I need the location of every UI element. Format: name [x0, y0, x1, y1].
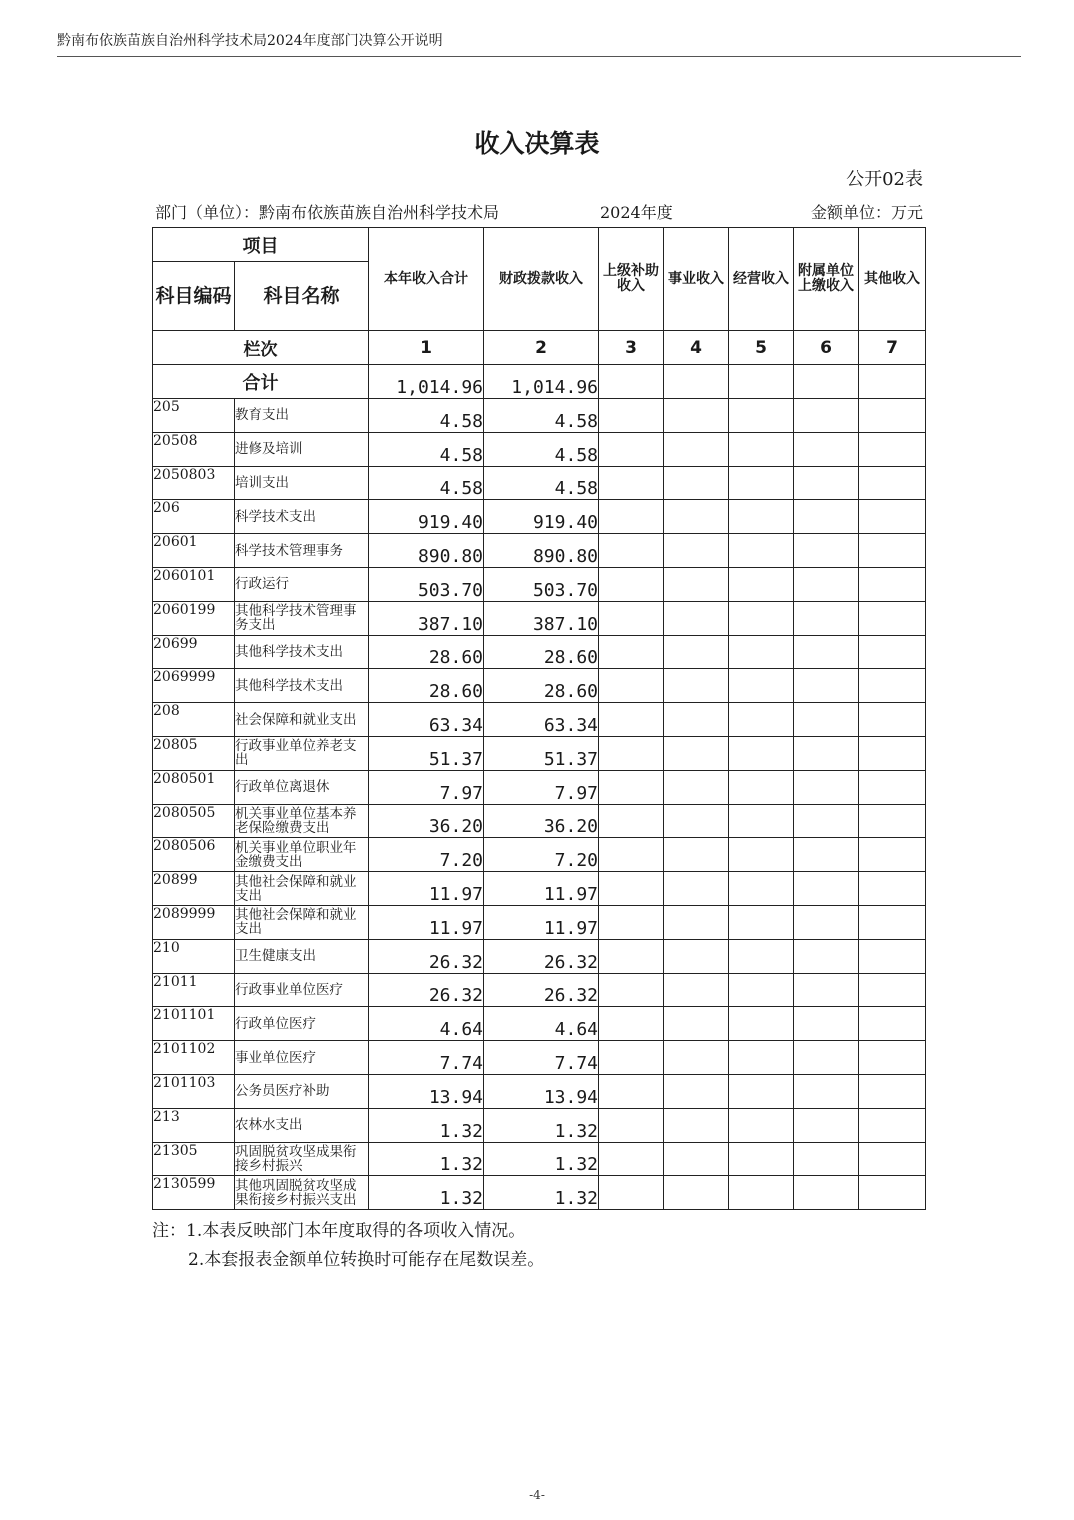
- fiscal-allocation-value: 890.80: [484, 534, 599, 568]
- empty-cell: [794, 365, 859, 399]
- table-row: [153, 1074, 926, 1108]
- empty-cell: [729, 567, 794, 601]
- subject-name: 其他社会保障和就业支出: [235, 872, 369, 906]
- empty-cell: [859, 399, 926, 433]
- empty-cell: [599, 1007, 664, 1041]
- total-income-value: 4.64: [369, 1007, 484, 1041]
- total-income-value: 7.20: [369, 838, 484, 872]
- column-number: 1: [369, 331, 484, 365]
- empty-cell: [859, 432, 926, 466]
- subject-code: 21305: [153, 1142, 235, 1176]
- subject-name: 行政单位离退休: [235, 770, 369, 804]
- empty-cell: [794, 1142, 859, 1176]
- empty-cell: [599, 939, 664, 973]
- fiscal-allocation-value: 7.97: [484, 770, 599, 804]
- total-income-value: 26.32: [369, 973, 484, 1007]
- empty-cell: [729, 669, 794, 703]
- empty-cell: [664, 905, 729, 939]
- empty-cell: [729, 466, 794, 500]
- empty-cell: [599, 838, 664, 872]
- fiscal-allocation-value: 11.97: [484, 905, 599, 939]
- subject-name: 进修及培训: [235, 432, 369, 466]
- empty-cell: [794, 601, 859, 635]
- subject-name: 卫生健康支出: [235, 939, 369, 973]
- subject-code: 2069999: [153, 669, 235, 703]
- subject-code: 2089999: [153, 905, 235, 939]
- empty-cell: [794, 872, 859, 906]
- subject-name: 巩固脱贫攻坚成果衔接乡村振兴: [235, 1142, 369, 1176]
- empty-cell: [729, 1176, 794, 1210]
- header-subject-code: 科目编码: [153, 262, 235, 331]
- subject-name: 行政事业单位医疗: [235, 973, 369, 1007]
- total-income-value: 63.34: [369, 703, 484, 737]
- empty-cell: [859, 1007, 926, 1041]
- table-number: 公开02表: [846, 169, 923, 190]
- fiscal-allocation-value: 919.40: [484, 500, 599, 534]
- subject-code: 2060199: [153, 601, 235, 635]
- empty-cell: [664, 669, 729, 703]
- table-row: [153, 669, 926, 703]
- empty-cell: [599, 635, 664, 669]
- empty-cell: [859, 500, 926, 534]
- empty-cell: [729, 399, 794, 433]
- subject-code: 20601: [153, 534, 235, 568]
- empty-cell: [859, 770, 926, 804]
- empty-cell: [859, 365, 926, 399]
- subject-code: 205: [153, 399, 235, 433]
- total-income-value: 13.94: [369, 1074, 484, 1108]
- total-income-value: 387.10: [369, 601, 484, 635]
- column-number: 6: [794, 331, 859, 365]
- empty-cell: [599, 500, 664, 534]
- total-value: 1,014.96: [484, 365, 599, 399]
- header-project: 项目: [153, 228, 369, 262]
- subject-name: 其他科学技术管理事务支出: [235, 601, 369, 635]
- total-income-value: 7.74: [369, 1041, 484, 1075]
- subject-name: 社会保障和就业支出: [235, 703, 369, 737]
- empty-cell: [729, 973, 794, 1007]
- empty-cell: [599, 1142, 664, 1176]
- empty-cell: [859, 905, 926, 939]
- subject-code: 2101102: [153, 1041, 235, 1075]
- empty-cell: [859, 466, 926, 500]
- table-row: [153, 500, 926, 534]
- table-row: [153, 534, 926, 568]
- empty-cell: [859, 1074, 926, 1108]
- table-row: [153, 1108, 926, 1142]
- empty-cell: [794, 399, 859, 433]
- empty-cell: [664, 567, 729, 601]
- empty-cell: [729, 635, 794, 669]
- subject-name: 其他科学技术支出: [235, 669, 369, 703]
- table-row: [153, 838, 926, 872]
- empty-cell: [859, 669, 926, 703]
- subject-code: 20699: [153, 635, 235, 669]
- empty-cell: [664, 736, 729, 770]
- empty-cell: [859, 1176, 926, 1210]
- empty-cell: [729, 534, 794, 568]
- table-row: [153, 601, 926, 635]
- empty-cell: [664, 601, 729, 635]
- empty-cell: [599, 736, 664, 770]
- table-row: [153, 770, 926, 804]
- fiscal-allocation-value: 26.32: [484, 973, 599, 1007]
- fiscal-allocation-value: 63.34: [484, 703, 599, 737]
- empty-cell: [664, 534, 729, 568]
- empty-cell: [729, 1142, 794, 1176]
- subject-code: 2080501: [153, 770, 235, 804]
- table-row: [153, 703, 926, 737]
- table-row: [153, 736, 926, 770]
- fiscal-allocation-value: 4.58: [484, 432, 599, 466]
- subject-code: 206: [153, 500, 235, 534]
- empty-cell: [859, 703, 926, 737]
- column-number: 2: [484, 331, 599, 365]
- empty-cell: [794, 432, 859, 466]
- empty-cell: [729, 1041, 794, 1075]
- table-row: [153, 1142, 926, 1176]
- table-row: [153, 905, 926, 939]
- total-row: [153, 365, 926, 399]
- empty-cell: [794, 500, 859, 534]
- total-income-value: 4.58: [369, 399, 484, 433]
- fiscal-allocation-value: 4.64: [484, 1007, 599, 1041]
- subject-name: 机关事业单位基本养老保险缴费支出: [235, 804, 369, 838]
- empty-cell: [664, 432, 729, 466]
- empty-cell: [859, 534, 926, 568]
- col-header-total-income: 本年收入合计: [369, 228, 484, 331]
- empty-cell: [794, 838, 859, 872]
- subject-name: 行政单位医疗: [235, 1007, 369, 1041]
- empty-cell: [664, 1041, 729, 1075]
- subject-name: 行政事业单位养老支出: [235, 736, 369, 770]
- col-header-affiliated-income: 附属单位上缴收入: [794, 228, 859, 331]
- total-income-value: 7.97: [369, 770, 484, 804]
- subject-name: 科学技术管理事务: [235, 534, 369, 568]
- fiscal-allocation-value: 503.70: [484, 567, 599, 601]
- total-income-value: 1.32: [369, 1108, 484, 1142]
- column-number-label: 栏次: [153, 331, 369, 365]
- total-income-value: 890.80: [369, 534, 484, 568]
- subject-name: 农林水支出: [235, 1108, 369, 1142]
- subject-code: 2080505: [153, 804, 235, 838]
- empty-cell: [859, 1041, 926, 1075]
- empty-cell: [794, 1007, 859, 1041]
- page-title: 收入决算表: [474, 129, 600, 158]
- fiscal-allocation-value: 387.10: [484, 601, 599, 635]
- empty-cell: [664, 635, 729, 669]
- table-row: [153, 804, 926, 838]
- empty-cell: [729, 601, 794, 635]
- empty-cell: [794, 635, 859, 669]
- subject-code: 20805: [153, 736, 235, 770]
- fiscal-year: 2024年度: [600, 203, 673, 222]
- empty-cell: [599, 1108, 664, 1142]
- subject-name: 其他社会保障和就业支出: [235, 905, 369, 939]
- empty-cell: [599, 905, 664, 939]
- empty-cell: [664, 939, 729, 973]
- empty-cell: [729, 500, 794, 534]
- empty-cell: [664, 804, 729, 838]
- note-1: 注：1.本表反映部门本年度取得的各项收入情况。: [152, 1221, 526, 1241]
- fiscal-allocation-value: 4.58: [484, 466, 599, 500]
- empty-cell: [794, 770, 859, 804]
- subject-code: 21011: [153, 973, 235, 1007]
- subject-name: 教育支出: [235, 399, 369, 433]
- subject-name: 公务员医疗补助: [235, 1074, 369, 1108]
- empty-cell: [599, 567, 664, 601]
- empty-cell: [729, 838, 794, 872]
- running-header: 黔南布依族苗族自治州科学技术局2024年度部门决算公开说明: [57, 30, 1021, 57]
- empty-cell: [859, 736, 926, 770]
- empty-cell: [664, 1074, 729, 1108]
- subject-code: 2050803: [153, 466, 235, 500]
- column-number: 7: [859, 331, 926, 365]
- table-row: [153, 635, 926, 669]
- empty-cell: [859, 838, 926, 872]
- empty-cell: [599, 365, 664, 399]
- empty-cell: [599, 601, 664, 635]
- empty-cell: [794, 534, 859, 568]
- empty-cell: [599, 1176, 664, 1210]
- fiscal-allocation-value: 11.97: [484, 872, 599, 906]
- empty-cell: [794, 669, 859, 703]
- col-header-fiscal-allocation: 财政拨款收入: [484, 228, 599, 331]
- table-row: [153, 939, 926, 973]
- empty-cell: [794, 567, 859, 601]
- table-row: [153, 1176, 926, 1210]
- subject-code: 213: [153, 1108, 235, 1142]
- empty-cell: [599, 872, 664, 906]
- subject-name: 其他科学技术支出: [235, 635, 369, 669]
- empty-cell: [859, 635, 926, 669]
- total-income-value: 4.58: [369, 466, 484, 500]
- empty-cell: [664, 466, 729, 500]
- empty-cell: [729, 804, 794, 838]
- subject-code: 2080506: [153, 838, 235, 872]
- empty-cell: [599, 1041, 664, 1075]
- empty-cell: [599, 466, 664, 500]
- empty-cell: [599, 1074, 664, 1108]
- total-income-value: 919.40: [369, 500, 484, 534]
- fiscal-allocation-value: 1.32: [484, 1108, 599, 1142]
- empty-cell: [664, 1176, 729, 1210]
- empty-cell: [794, 804, 859, 838]
- empty-cell: [664, 872, 729, 906]
- table-row: [153, 432, 926, 466]
- fiscal-allocation-value: 4.58: [484, 399, 599, 433]
- fiscal-allocation-value: 28.60: [484, 669, 599, 703]
- empty-cell: [599, 432, 664, 466]
- fiscal-allocation-value: 51.37: [484, 736, 599, 770]
- empty-cell: [729, 432, 794, 466]
- empty-cell: [599, 770, 664, 804]
- empty-cell: [599, 703, 664, 737]
- total-income-value: 503.70: [369, 567, 484, 601]
- total-label: 合计: [153, 365, 369, 399]
- empty-cell: [859, 973, 926, 1007]
- empty-cell: [599, 669, 664, 703]
- table-row: [153, 1007, 926, 1041]
- subject-code: 2060101: [153, 567, 235, 601]
- subject-code: 2130599: [153, 1176, 235, 1210]
- fiscal-allocation-value: 7.74: [484, 1041, 599, 1075]
- empty-cell: [664, 500, 729, 534]
- subject-name: 事业单位医疗: [235, 1041, 369, 1075]
- empty-cell: [729, 703, 794, 737]
- empty-cell: [599, 534, 664, 568]
- empty-cell: [664, 1007, 729, 1041]
- empty-cell: [664, 703, 729, 737]
- subject-code: 210: [153, 939, 235, 973]
- empty-cell: [794, 973, 859, 1007]
- empty-cell: [794, 939, 859, 973]
- income-table: [152, 227, 926, 1210]
- empty-cell: [859, 939, 926, 973]
- col-header-business-income: 事业收入: [664, 228, 729, 331]
- total-income-value: 36.20: [369, 804, 484, 838]
- fiscal-allocation-value: 1.32: [484, 1142, 599, 1176]
- fiscal-allocation-value: 28.60: [484, 635, 599, 669]
- empty-cell: [599, 804, 664, 838]
- note-2: 2.本套报表金额单位转换时可能存在尾数误差。: [188, 1250, 545, 1270]
- column-number: 4: [664, 331, 729, 365]
- empty-cell: [794, 1108, 859, 1142]
- fiscal-allocation-value: 13.94: [484, 1074, 599, 1108]
- col-header-operating-income: 经营收入: [729, 228, 794, 331]
- fiscal-allocation-value: 7.20: [484, 838, 599, 872]
- empty-cell: [859, 804, 926, 838]
- total-income-value: 51.37: [369, 736, 484, 770]
- empty-cell: [664, 1108, 729, 1142]
- empty-cell: [794, 736, 859, 770]
- column-number: 5: [729, 331, 794, 365]
- empty-cell: [794, 703, 859, 737]
- department-label: 部门（单位）：黔南布依族苗族自治州科学技术局: [155, 203, 500, 222]
- empty-cell: [729, 872, 794, 906]
- empty-cell: [729, 1007, 794, 1041]
- empty-cell: [729, 1074, 794, 1108]
- total-income-value: 1.32: [369, 1142, 484, 1176]
- empty-cell: [794, 466, 859, 500]
- notes: [152, 1217, 544, 1275]
- empty-cell: [859, 1142, 926, 1176]
- subject-name: 行政运行: [235, 567, 369, 601]
- total-income-value: 1.32: [369, 1176, 484, 1210]
- empty-cell: [664, 365, 729, 399]
- table-row: [153, 466, 926, 500]
- empty-cell: [794, 905, 859, 939]
- subject-code: 2101103: [153, 1074, 235, 1108]
- fiscal-allocation-value: 1.32: [484, 1176, 599, 1210]
- subject-name: 机关事业单位职业年金缴费支出: [235, 838, 369, 872]
- empty-cell: [729, 1108, 794, 1142]
- column-number: 3: [599, 331, 664, 365]
- subject-name: 科学技术支出: [235, 500, 369, 534]
- empty-cell: [599, 973, 664, 1007]
- amount-unit: 金额单位：万元: [810, 203, 923, 222]
- subject-code: 20899: [153, 872, 235, 906]
- empty-cell: [859, 1108, 926, 1142]
- subject-name: 培训支出: [235, 466, 369, 500]
- table-row: [153, 399, 926, 433]
- subject-name: 其他巩固脱贫攻坚成果衔接乡村振兴支出: [235, 1176, 369, 1210]
- header-subject-name: 科目名称: [235, 262, 369, 331]
- empty-cell: [664, 973, 729, 1007]
- total-income-value: 26.32: [369, 939, 484, 973]
- empty-cell: [794, 1074, 859, 1108]
- fiscal-allocation-value: 26.32: [484, 939, 599, 973]
- empty-cell: [664, 770, 729, 804]
- table-row: [153, 1041, 926, 1075]
- empty-cell: [664, 838, 729, 872]
- empty-cell: [794, 1176, 859, 1210]
- empty-cell: [729, 770, 794, 804]
- total-income-value: 4.58: [369, 432, 484, 466]
- empty-cell: [664, 1142, 729, 1176]
- empty-cell: [729, 365, 794, 399]
- table-row: [153, 872, 926, 906]
- subject-code: 20508: [153, 432, 235, 466]
- empty-cell: [729, 736, 794, 770]
- total-income-value: 28.60: [369, 635, 484, 669]
- table-row: [153, 567, 926, 601]
- total-income-value: 11.97: [369, 905, 484, 939]
- subject-code: 2101101: [153, 1007, 235, 1041]
- empty-cell: [794, 1041, 859, 1075]
- empty-cell: [664, 399, 729, 433]
- empty-cell: [859, 601, 926, 635]
- subject-code: 208: [153, 703, 235, 737]
- total-income-value: 28.60: [369, 669, 484, 703]
- empty-cell: [599, 399, 664, 433]
- page-number: -4-: [529, 1488, 545, 1502]
- fiscal-allocation-value: 36.20: [484, 804, 599, 838]
- col-header-superior-subsidy: 上级补助收入: [599, 228, 664, 331]
- empty-cell: [729, 905, 794, 939]
- total-income-value: 11.97: [369, 872, 484, 906]
- empty-cell: [859, 872, 926, 906]
- col-header-other-income: 其他收入: [859, 228, 926, 331]
- table-row: [153, 973, 926, 1007]
- empty-cell: [729, 939, 794, 973]
- empty-cell: [859, 567, 926, 601]
- total-value: 1,014.96: [369, 365, 484, 399]
